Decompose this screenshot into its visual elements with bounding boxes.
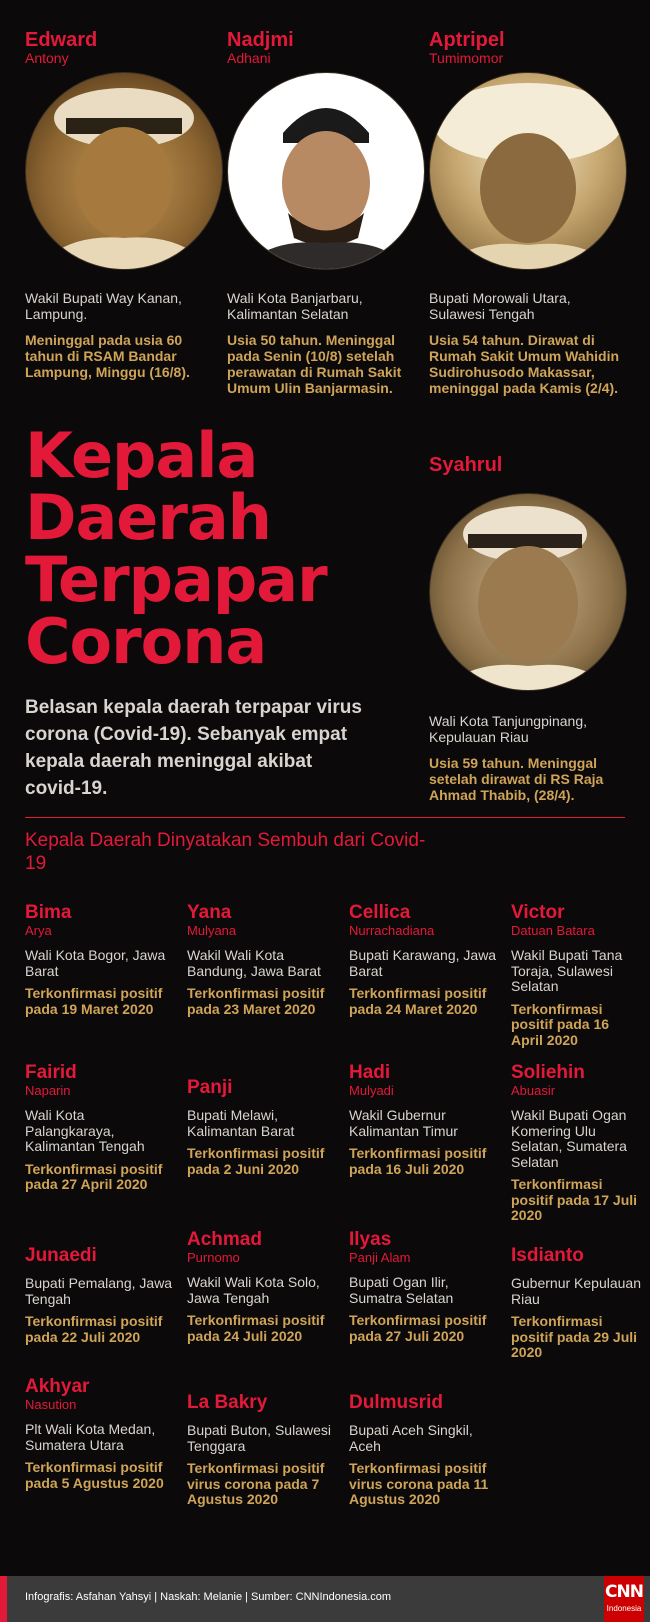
person-first-name: Yana (187, 902, 232, 923)
deceased-card (227, 30, 422, 66)
person-confirmed-date: Terkonfirmasi positif pada 17 Juli 2020 (511, 1176, 638, 1223)
person-detail: Usia 59 tahun. Meninggal setelah dirawat di RS Raja Ahmad Thabib, (28/4). (429, 755, 604, 803)
person-first-name: Bima (25, 902, 72, 923)
person-role: Wali Kota Banjarbaru, Kalimantan Selatan (227, 290, 363, 322)
person-confirmed-date: Terkonfirmasi positif pada 29 Juli 2020 (511, 1313, 638, 1360)
person-role: Wakil Bupati Tana Toraja, Sulawesi Selatan (511, 947, 623, 994)
person-last-name: Arya (25, 923, 52, 938)
portrait-photo (429, 72, 627, 270)
person-confirmed-date: Terkonfirmasi positif pada 23 Maret 2020 (187, 985, 325, 1017)
person-confirmed-date: Terkonfirmasi positif pada 16 April 2020 (511, 1000, 610, 1048)
deceased-info (25, 290, 220, 380)
person-detail: Usia 50 tahun. Meninggal pada Senin (10/8) setelah perawatan di Rumah Sakit Umum Ulin Banjarmasin. (227, 332, 402, 396)
person-silhouette-icon (430, 73, 626, 269)
person-role: Wakil Bupati Way Kanan, Lampung. (25, 290, 182, 322)
person-role: Wali Kota Palangkaraya, Kalimantan Tengah (25, 1107, 145, 1154)
person-last-name: Mulyadi (349, 1083, 394, 1098)
logo-text: CNN (605, 1582, 643, 1602)
person-first-name: Akhyar (25, 1376, 90, 1397)
recovered-card (25, 1377, 175, 1491)
person-detail: Meninggal pada usia 60 tahun di RSAM Bandar Lampung, Minggu (16/8). (25, 332, 190, 380)
portrait-photo (227, 72, 425, 270)
person-first-name: La Bakry (187, 1392, 268, 1413)
cnn-logo (604, 1576, 644, 1622)
person-confirmed-date: Terkonfirmasi positif pada 16 Juli 2020 (349, 1145, 487, 1177)
person-role: Bupati Ogan Ilir, Sumatra Selatan (349, 1274, 454, 1306)
person-last-name: Nasution (25, 1397, 77, 1412)
recovered-card (349, 1393, 499, 1508)
recovered-card (187, 1393, 337, 1508)
person-silhouette-icon (228, 73, 424, 269)
person-confirmed-date: Terkonfirmasi positif virus corona pada 11 Agustus 2020 (349, 1460, 489, 1507)
person-confirmed-date: Terkonfirmasi positif pada 22 Juli 2020 (25, 1313, 163, 1345)
person-first-name: Soliehin (511, 1062, 585, 1083)
person-role: Wakil Bupati Ogan Komering Ulu Selatan, Sumatera Selatan (511, 1107, 627, 1170)
person-first-name: Nadjmi (227, 29, 294, 51)
person-role: Gubernur Kepulauan Riau (511, 1275, 641, 1307)
recovered-card (187, 1078, 337, 1177)
deceased-info (227, 290, 422, 396)
person-role: Wali Kota Bogor, Jawa Barat (25, 947, 166, 979)
person-first-name: Dulmusrid (349, 1392, 443, 1413)
person-silhouette-icon (430, 494, 626, 690)
person-first-name: Cellica (349, 902, 411, 923)
person-last-name: Adhani (227, 50, 271, 66)
person-first-name: Hadi (349, 1062, 391, 1083)
portrait-photo (25, 72, 223, 270)
person-last-name: Tumimomor (429, 50, 504, 66)
person-confirmed-date: Terkonfirmasi positif pada 27 Juli 2020 (349, 1312, 487, 1344)
person-first-name: Victor (511, 902, 565, 923)
person-first-name: Junaedi (25, 1245, 97, 1266)
deceased-info (429, 290, 624, 396)
person-role: Bupati Morowali Utara, Sulawesi Tengah (429, 290, 571, 322)
recovered-card (349, 903, 499, 1017)
person-last-name: Datuan Batara (511, 923, 595, 938)
recovered-card (511, 1063, 641, 1224)
person-role: Wakil Wali Kota Solo, Jawa Tengah (187, 1274, 320, 1306)
deceased-card (429, 30, 624, 66)
person-last-name: Naparin (25, 1083, 71, 1098)
person-last-name: Nurrachadiana (349, 923, 435, 938)
person-role: Wakil Wali Kota Bandung, Jawa Barat (187, 947, 321, 979)
recovered-card (349, 1063, 499, 1177)
person-role: Wali Kota Tanjungpinang, Kepulauan Riau (429, 713, 587, 745)
person-last-name: Panji Alam (349, 1250, 411, 1265)
person-role: Bupati Aceh Singkil, Aceh (349, 1422, 473, 1454)
person-detail: Usia 54 tahun. Dirawat di Rumah Sakit Umum Wahidin Sudirohusodo Makassar, meninggal pada Kamis (2/4). (429, 332, 620, 396)
footer (0, 1576, 650, 1622)
section-divider (25, 817, 625, 818)
recovered-card (511, 903, 641, 1048)
person-silhouette-icon (26, 73, 222, 269)
deceased-card (25, 30, 220, 66)
recovered-card (187, 1230, 337, 1344)
person-last-name: Mulyana (187, 923, 237, 938)
deceased-info (429, 713, 624, 803)
person-role: Bupati Karawang, Jawa Barat (349, 947, 497, 979)
person-confirmed-date: Terkonfirmasi positif pada 24 Maret 2020 (349, 985, 487, 1017)
footer-credits: Infografis: Asfahan Yahsyi | Naskah: Melanie | Sumber: CNNIndonesia.com (25, 1591, 392, 1603)
intro-text: Belasan kepala daerah terpapar virus corona (Covid-19). Sebanyak empat kepala daerah meninggal akibat covid-19. (25, 697, 362, 799)
section-title: Kepala Daerah Dinyatakan Sembuh dari Covid-19 (25, 830, 426, 874)
person-first-name: Isdianto (511, 1245, 584, 1266)
person-confirmed-date: Terkonfirmasi positif pada 19 Maret 2020 (25, 985, 163, 1017)
page-title: Kepala Daerah Terpapar Corona (25, 419, 327, 678)
person-role: Wakil Gubernur Kalimantan Timur (349, 1107, 458, 1139)
person-first-name: Fairid (25, 1062, 77, 1083)
recovered-card (349, 1230, 499, 1344)
recovered-card (187, 903, 337, 1017)
recovered-card (25, 1246, 175, 1345)
person-last-name: Antony (25, 50, 69, 66)
recovered-card (25, 903, 175, 1017)
person-confirmed-date: Terkonfirmasi positif pada 5 Agustus 2020 (25, 1459, 164, 1491)
person-first-name: Panji (187, 1077, 233, 1098)
person-first-name: Syahrul (429, 454, 503, 476)
portrait-photo (429, 493, 627, 691)
person-confirmed-date: Terkonfirmasi positif pada 2 Juni 2020 (187, 1145, 325, 1177)
person-confirmed-date: Terkonfirmasi positif virus corona pada 7 Agustus 2020 (187, 1460, 325, 1507)
person-role: Bupati Buton, Sulawesi Tenggara (187, 1422, 331, 1454)
person-last-name: Purnomo (187, 1250, 240, 1265)
recovered-card (511, 1246, 641, 1361)
recovered-card (25, 1063, 175, 1193)
person-last-name: Abuasir (511, 1083, 556, 1098)
person-role: Bupati Pemalang, Jawa Tengah (25, 1275, 173, 1307)
person-confirmed-date: Terkonfirmasi positif pada 24 Juli 2020 (187, 1312, 325, 1344)
person-role: Plt Wali Kota Medan, Sumatera Utara (25, 1421, 156, 1453)
footer-accent-bar (0, 1576, 7, 1622)
logo-subtext: Indonesia (606, 1604, 642, 1613)
person-first-name: Achmad (187, 1229, 262, 1250)
deceased-card (429, 455, 624, 475)
person-first-name: Aptripel (429, 29, 505, 51)
person-confirmed-date: Terkonfirmasi positif pada 27 April 2020 (25, 1160, 163, 1192)
person-first-name: Edward (25, 29, 98, 51)
person-first-name: Ilyas (349, 1229, 392, 1250)
person-role: Bupati Melawi, Kalimantan Barat (187, 1107, 295, 1139)
